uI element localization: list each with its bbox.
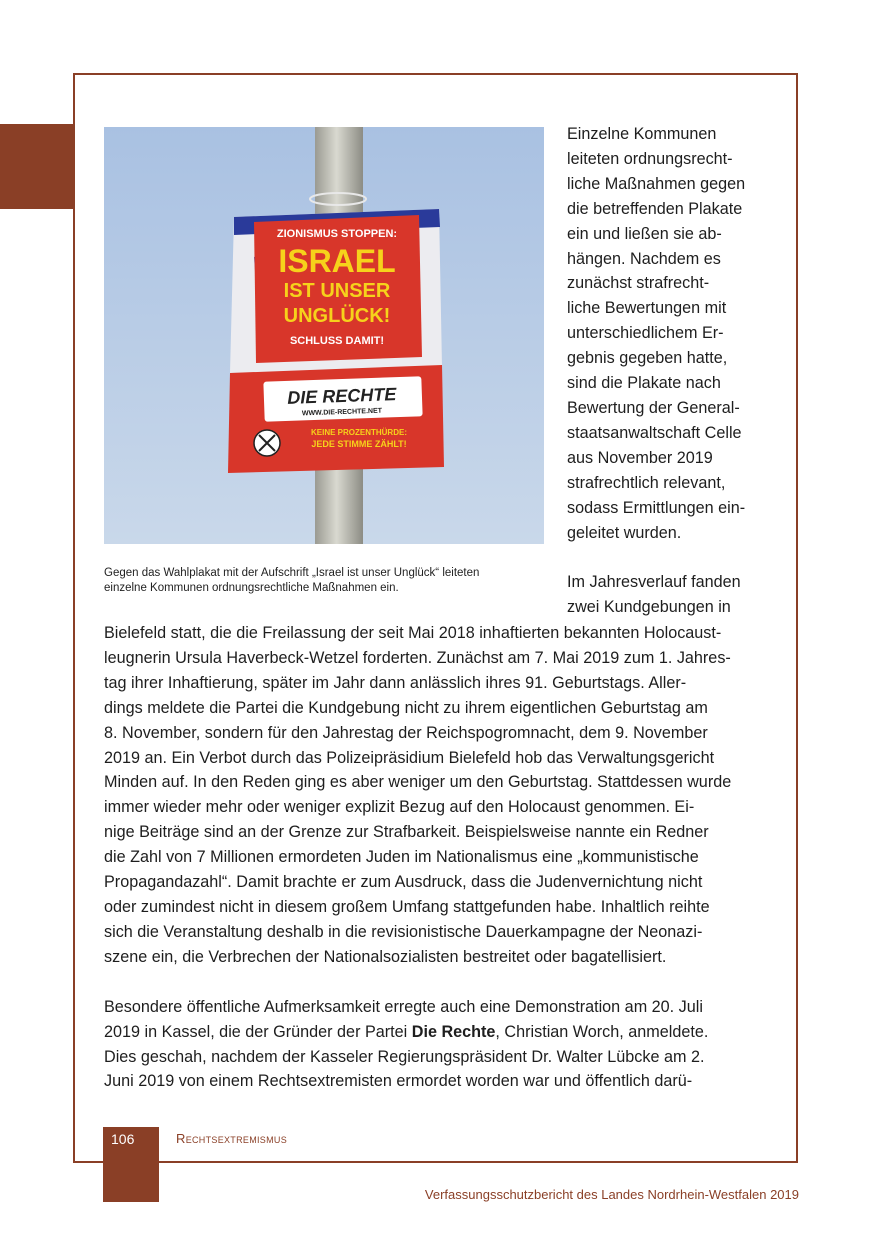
publication-title: Verfassungsschutzbericht des Landes Nordrhein-Westfalen 2019 [424,1187,799,1202]
text-line: Besondere öffentliche Aufmerksamkeit erregte auch eine Demonstration am 20. Juli [104,997,703,1016]
caption-line: Gegen das Wahlplakat mit der Aufschrift „Israel ist unser Unglück“ leiteten [104,567,480,579]
text-line: Einzelne Kommunen [567,125,717,143]
text-line: ein und ließen sie ab- [567,224,722,243]
poster-subline: SCHLUSS DAMIT! [289,335,385,347]
poster-headline-3: UNGLÜCK! [283,305,391,327]
text-line: gebnis gegeben hatte, [567,349,728,368]
text-line: Dies geschah, nachdem der Kasseler Regierungspräsident Dr. Walter Lübcke am 2. [104,1047,705,1066]
text-line: aus November 2019 [567,448,713,467]
text-line: die betreffenden Plakate [567,199,743,218]
text-line: immer wieder mehr oder weniger explizit Bezug auf den Holocaust genommen. Ei- [104,798,695,817]
text-line: tag ihrer Inhaftierung, später im Jahr dann anlässlich ihres 91. Geburtstags. Aller- [104,673,687,692]
right-column-text [567,122,772,620]
text-line: leiteten ordnungsrecht- [567,149,733,168]
text-line: strafrechtlich relevant, [567,473,726,492]
text-span: 2019 in Kassel, die der Gründer der Partei [104,1022,412,1041]
party-name-bold: Die Rechte [411,1022,496,1041]
text-line [104,1020,774,1045]
text-line: Minden auf. In den Reden ging es aber weniger um den Geburtstag. Stattdessen wurde [104,773,732,792]
text-line: liche Maßnahmen gegen [567,174,746,193]
poster-slogan-2: JEDE STIMME ZÄHLT! [311,439,407,449]
text-line: nige Beiträge sind an der Grenze zur Strafbarkeit. Beispielsweise nannte ein Redner [104,823,709,842]
page-number: 106 [111,1131,135,1147]
party-logo: DIE RECHTE [286,384,397,408]
text-line: szene ein, die Verbrechen der Nationalsozialisten bestreitet oder bagatellisiert. [104,947,667,966]
text-line: geleitet wurden. [567,523,682,542]
text-line: zwei Kundgebungen in [567,598,731,617]
text-line: zunächst strafrecht- [567,274,710,293]
text-line: Bewertung der General- [567,398,740,417]
text-line: unterschiedlichem Er- [567,324,724,343]
running-head: Rechtsextremismus [176,1131,287,1146]
caption-line: einzelne Kommunen ordnungsrechtliche Maßnahmen ein. [104,582,399,594]
side-accent-tab [0,124,74,209]
text-line: sind die Plakate nach [567,374,721,393]
text-line: Im Jahresverlauf fanden [567,573,741,592]
text-line: dings meldete die Partei die Kundgebung nicht zu ihrem eigentlichen Geburtstag am [104,698,708,717]
text-line: hängen. Nachdem es [567,249,721,268]
text-line: Propagandazahl“. Damit brachte er zum Ausdruck, dass die Judenvernichtung nicht [104,873,703,892]
text-line: staatsanwaltschaft Celle [567,423,742,442]
poster-headline-2: IST UNSER [283,280,391,302]
party-url: WWW.DIE-RECHTE.NET [301,407,383,418]
text-line: Juni 2019 von einem Rechtsextremisten ermordet worden war und öffentlich darü- [104,1072,693,1091]
text-line: 2019 an. Ein Verbot durch das Polizeipräsidium Bielefeld hob das Verwaltungsgericht [104,748,715,767]
text-line: sich die Veranstaltung deshalb in die revisionistische Dauerkampagne der Neonazi- [104,922,703,941]
text-line: 8. November, sondern für den Jahrestag der Reichspogromnacht, dem 9. November [104,723,708,742]
text-line: Bielefeld statt, die die Freilassung der seit Mai 2018 inhaftierten bekannten Holocaust- [104,624,722,642]
main-body-text [104,621,774,1094]
text-line: oder zumindest nicht in diesem großem Umfang stattgefunden habe. Inhaltlich reihte [104,897,710,916]
text-line: die Zahl von 7 Millionen ermordeten Juden im Nationalismus eine „kommunistische [104,848,699,867]
election-poster-photo [104,127,544,544]
poster-top-line: ZIONISMUS STOPPEN: [276,228,398,240]
text-line: sodass Ermittlungen ein- [567,498,746,517]
text-line: liche Bewertungen mit [567,299,727,318]
poster-slogan-1: KEINE PROZENTHÜRDE: [310,428,408,437]
photo-caption [104,566,544,596]
text-span: , Christian Worch, anmeldete. [495,1022,709,1041]
text-line: leugnerin Ursula Haverbeck-Wetzel forderten. Zunächst am 7. Mai 2019 zum 1. Jahres- [104,648,731,667]
poster-headline-1: ISRAEL [278,243,396,279]
